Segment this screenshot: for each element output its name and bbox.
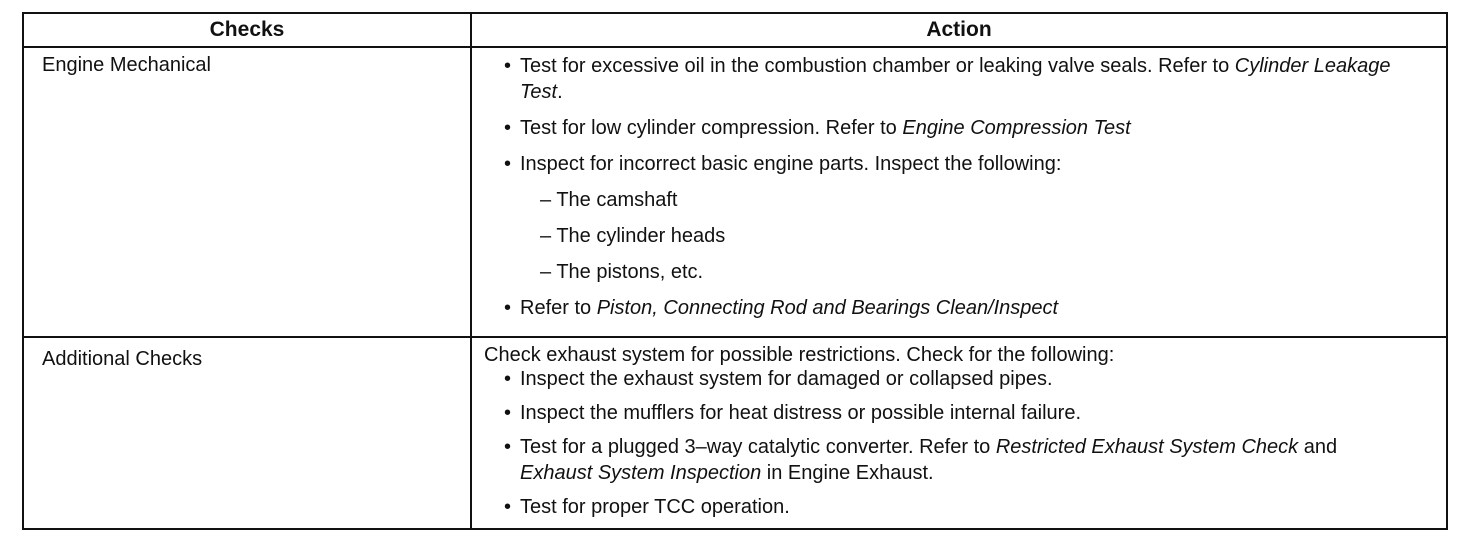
item-text: in Engine Exhaust.	[761, 462, 934, 484]
item-text: Test for low cylinder compression. Refer to	[520, 117, 903, 139]
header-checks: Checks	[23, 13, 471, 47]
bullet-icon: •	[504, 297, 512, 319]
reference-link-text: Restricted Exhaust System Check	[995, 436, 1299, 458]
item-text: .	[557, 81, 563, 103]
check-engine-mechanical: Engine Mechanical	[23, 47, 471, 337]
sub-item: – The cylinder heads	[540, 225, 726, 247]
sub-item: – The camshaft	[540, 189, 678, 211]
intro-text: Check exhaust system for possible restrictions. Check for the following:	[484, 344, 1115, 366]
bullet-icon: •	[504, 402, 512, 424]
list-item	[484, 400, 1438, 426]
item-text: Test for a plugged 3–way catalytic converter. Refer to	[520, 436, 996, 458]
list-item	[484, 434, 1438, 486]
reference-link-text: Exhaust System Inspection	[520, 462, 762, 484]
bullet-icon: •	[504, 153, 512, 175]
list-item	[484, 115, 1438, 141]
checks-action-table	[22, 12, 1448, 530]
list-item	[484, 295, 1438, 321]
item-text: Refer to	[520, 297, 597, 319]
list-item	[484, 53, 1438, 105]
reference-link-text: Piston, Connecting Rod and Bearings Clean/Inspect	[596, 297, 1059, 319]
bullet-icon: •	[504, 496, 512, 518]
item-text: Inspect for incorrect basic engine parts. Inspect the following:	[520, 153, 1062, 175]
list-item	[484, 494, 1438, 520]
item-text: and	[1298, 436, 1338, 458]
list-item	[484, 151, 1438, 177]
item-text: Inspect the mufflers for heat distress or possible internal failure.	[520, 402, 1082, 424]
action-engine-mechanical	[471, 47, 1447, 337]
reference-link-text: Cylinder Leakage Test	[520, 55, 1391, 103]
sub-item: – The pistons, etc.	[540, 261, 704, 283]
list-item	[484, 366, 1438, 392]
reference-link-text: Engine Compression Test	[902, 117, 1131, 139]
item-text: Test for excessive oil in the combustion chamber or leaking valve seals. Refer to	[520, 55, 1235, 77]
check-additional: Additional Checks	[23, 337, 471, 529]
table-header-row	[23, 13, 1447, 47]
item-text: Test for proper TCC operation.	[520, 496, 790, 518]
item-text: Inspect the exhaust system for damaged or collapsed pipes.	[520, 368, 1053, 390]
bullet-icon: •	[504, 117, 512, 139]
bullet-icon: •	[504, 368, 512, 390]
header-action: Action	[471, 13, 1447, 47]
action-additional	[471, 337, 1447, 529]
table-row	[23, 47, 1447, 337]
bullet-icon: •	[504, 436, 512, 458]
bullet-icon: •	[504, 55, 512, 77]
table-row	[23, 337, 1447, 529]
